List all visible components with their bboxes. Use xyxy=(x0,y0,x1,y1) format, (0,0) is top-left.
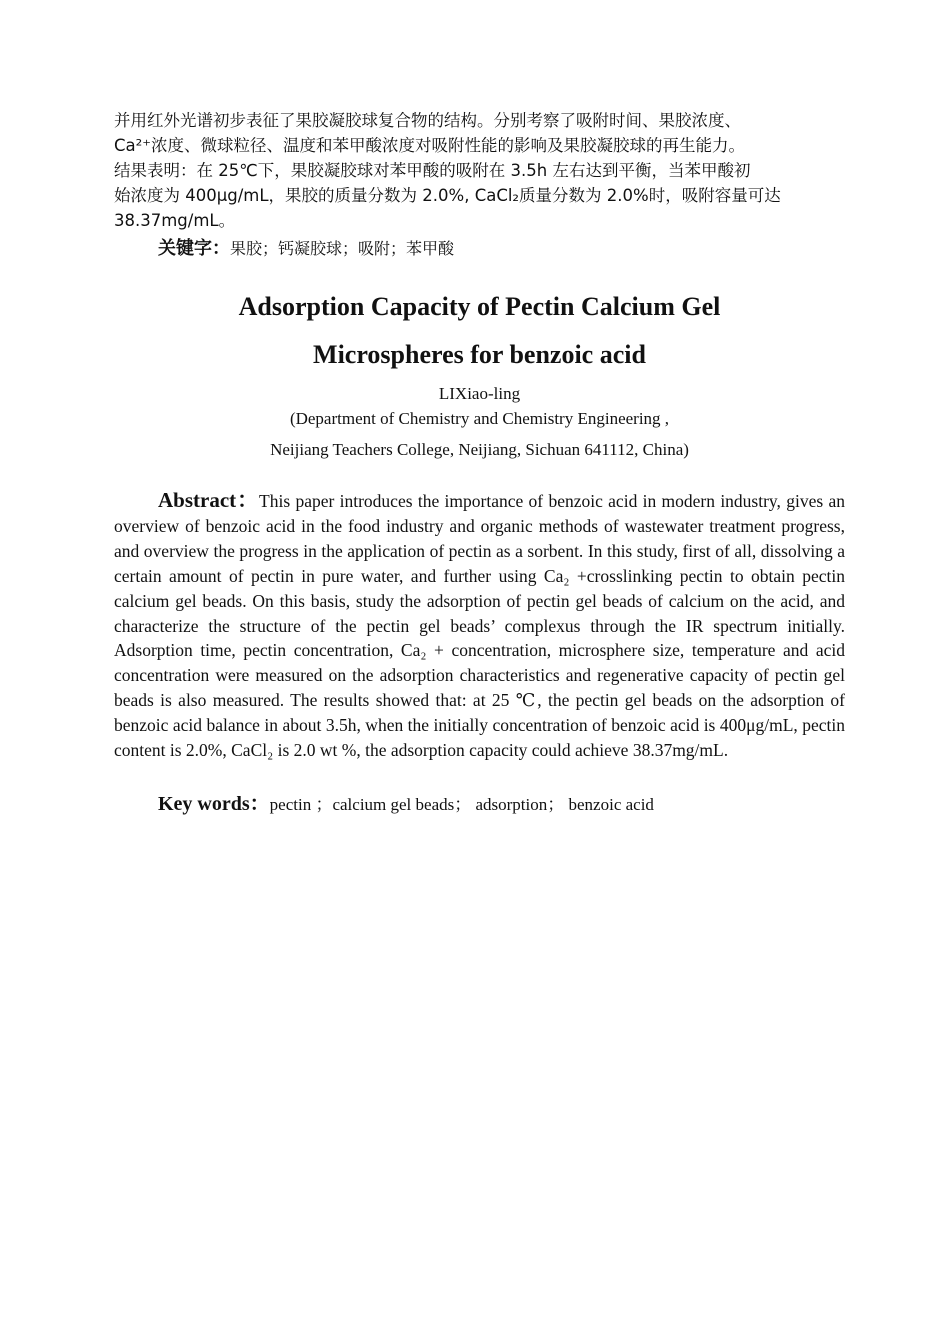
english-abstract xyxy=(114,488,845,763)
keywords-label: Key words： xyxy=(158,793,270,815)
author-name: LIXiao-ling xyxy=(438,384,521,403)
chinese-abstract-line: Ca²⁺浓度、微球粒径、温度和苯甲酸浓度对吸附性能的影响及果胶凝胶球的再生能力。 xyxy=(114,136,745,155)
abstract-text: This paper introduces the importance of benzoic acid in modern industry, gives an overview of benzoic acid in the food industry and organic methods of wastewater treatment progress, and overview the progress in the application of pectin as a sorbent. In this study, first of all, dissolving a certain amount of pectin in pure water, and further using Ca₂ +crosslinking pectin to obtain pectin calcium gel beads. On this basis, study the adsorption of pectin gel beads of calcium on the acid, and characterize the structure of the pectin gel beads’ complexus through the IR spectrum initially. Adsorption time, pectin concentration, Ca₂ + concentration, microsphere size, temperature and acid concentration were measured on the adsorption characteristics and regenerative capacity of pectin gel beads is also measured. The results showed that: at 25 ℃, the pectin gel beads on the adsorption of benzoic acid balance in about 3.5h, when the initially concentration of benzoic acid is 400μg/mL, pectin content is 2.0%, CaCl₂ is 2.0 wt %, the adsorption capacity could achieve 38.37mg/mL. xyxy=(114,491,845,761)
chinese-abstract xyxy=(114,108,845,233)
keywords-text: pectin ；calcium gel beads； adsorption； benzoic acid xyxy=(269,795,654,814)
english-keywords xyxy=(158,787,654,816)
affiliation-line-1: (Department of Chemistry and Chemistry Engineering , xyxy=(289,409,670,428)
paper-title-line-2: Microspheres for benzoic acid xyxy=(313,340,646,369)
chinese-keywords xyxy=(158,234,454,260)
chinese-keywords-label: 关键字： xyxy=(158,238,230,259)
chinese-abstract-line: 始浓度为 400μg/mL，果胶的质量分数为 2.0%, CaCl₂质量分数为 2.0%时，吸附容量可达 xyxy=(114,186,781,205)
chinese-abstract-line: 38.37mg/mL。 xyxy=(114,211,236,230)
chinese-abstract-line: 并用红外光谱初步表征了果胶凝胶球复合物的结构。分别考察了吸附时间、果胶浓度、 xyxy=(114,111,741,130)
affiliation-line-2: Neijiang Teachers College, Neijiang, Sichuan 641112, China) xyxy=(270,440,689,459)
abstract-label: Abstract： xyxy=(158,488,260,512)
paper-title-line-1: Adsorption Capacity of Pectin Calcium Gel xyxy=(238,292,721,321)
chinese-abstract-line: 结果表明：在 25℃下，果胶凝胶球对苯甲酸的吸附在 3.5h 左右达到平衡，当苯甲酸初 xyxy=(114,161,751,180)
chinese-keywords-text: 果胶；钙凝胶球；吸附；苯甲酸 xyxy=(230,239,455,258)
